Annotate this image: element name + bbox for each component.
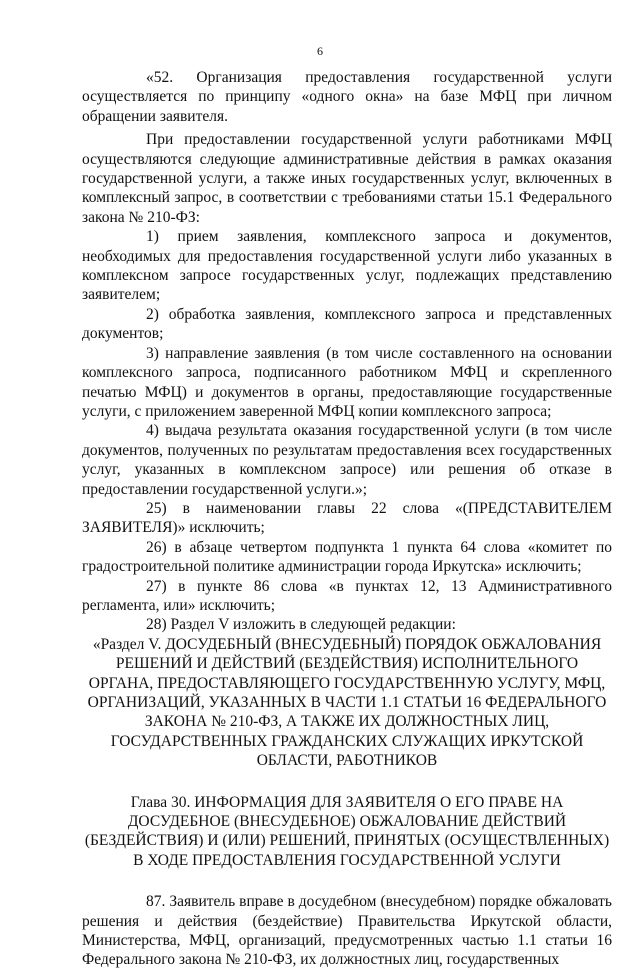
page-number: 6 bbox=[317, 44, 323, 58]
list-item-3: 3) направление заявления (в том числе составленного на основании комплексного запроса, подписанного работником МФЦ и скрепленного печатью МФЦ) и документов в органы, предоставляющие государственные услуги, с приложением заверенной МФЦ копии комплексного запроса; bbox=[82, 344, 612, 420]
list-item-2: 2) обработка заявления, комплексного запроса и представленных документов; bbox=[82, 305, 612, 343]
list-item-4: 4) выдача результата оказания государственной услуги (в том числе документов, полученных по результатам предоставления всех государственных услуг, указанных в комплексном запросе) или решения об отказе в предоставлении государственной услуги.»; bbox=[82, 422, 612, 498]
amendment-27: 27) в пункте 86 слова «в пунктах 12, 13 Административного регламента, или» исключить; bbox=[82, 577, 612, 614]
section-title: «Раздел V. ДОСУДЕБНЫЙ (ВНЕСУДЕБНЫЙ) ПОРЯДОК ОБЖАЛОВАНИЯ РЕШЕНИЙ И ДЕЙСТВИЙ (БЕЗДЕЙСТВИЯ) ИСПОЛНИТЕЛЬНОГО ОРГАНА, ПРЕДОСТАВЛЯЮЩЕГО ГОСУДАРСТВЕННУЮ УСЛУГУ, МФЦ, ОРГАНИЗАЦИЙ, УКАЗАННЫХ В ЧАСТИ 1.1 СТАТЬИ 16 ФЕДЕРАЛЬНОГО ЗАКОНА № 210-ФЗ, А ТАКЖЕ ИХ ДОЛЖНОСТНЫХ ЛИЦ, ГОСУДАРСТВЕННЫХ ГРАЖДАНСКИХ СЛУЖАЩИХ ИРКУТСКОЙ ОБЛАСТИ, РАБОТНИКОВ bbox=[87, 635, 607, 770]
document-body bbox=[82, 68, 612, 970]
paragraph-mfc-actions: При предоставлении государственной услуги работниками МФЦ осуществляются следующие административные действия в рамках оказания государственной услуги, а также иных государственных услуг, включенных в комплексный запрос, в соответствии с требованиями статьи 15.1 Федерального закона № 210-ФЗ: bbox=[82, 131, 612, 226]
amendment-28: 28) Раздел V изложить в следующей редакции: bbox=[146, 616, 456, 634]
amendment-25: 25) в наименовании главы 22 слова «(ПРЕДСТАВИТЕЛЕМ ЗАЯВИТЕЛЯ)» исключить; bbox=[82, 499, 612, 537]
paragraph-87: 87. Заявитель вправе в досудебном (внесудебном) порядке обжаловать решения и действия (бездействие) Правительства Иркутской области, Министерства, МФЦ, организаций, предусмотренных частью 1.1 статьи 16 Федерального закона № 210-ФЗ, их должностных лиц, государственных bbox=[82, 893, 612, 969]
paragraph-52: «52. Организация предоставления государственной услуги осуществляется по принципу «одного окна» на базе МФЦ при личном обращении заявителя. bbox=[82, 69, 612, 125]
list-item-1: 1) прием заявления, комплексного запроса и документов, необходимых для предоставления государственной услуги либо указанных в комплексном запросе государственных услуг, подлежащих представлению заявителем; bbox=[82, 228, 612, 304]
amendment-26: 26) в абзаце четвертом подпункта 1 пункта 64 слова «комитет по градостроительной политике администрации города Иркутска» исключить; bbox=[82, 538, 612, 576]
chapter-title: Глава 30. ИНФОРМАЦИЯ ДЛЯ ЗАЯВИТЕЛЯ О ЕГО ПРАВЕ НА ДОСУДЕБНОЕ (ВНЕСУДЕБНОЕ) ОБЖАЛОВАНИЕ ДЕЙСТВИЙ (БЕЗДЕЙСТВИЯ) И (ИЛИ) РЕШЕНИЙ, ПРИНЯТЫХ (ОСУЩЕСТВЛЕННЫХ) В ХОДЕ ПРЕДОСТАВЛЕНИЯ ГОСУДАРСТВЕННОЙ УСЛУГИ bbox=[84, 793, 610, 869]
